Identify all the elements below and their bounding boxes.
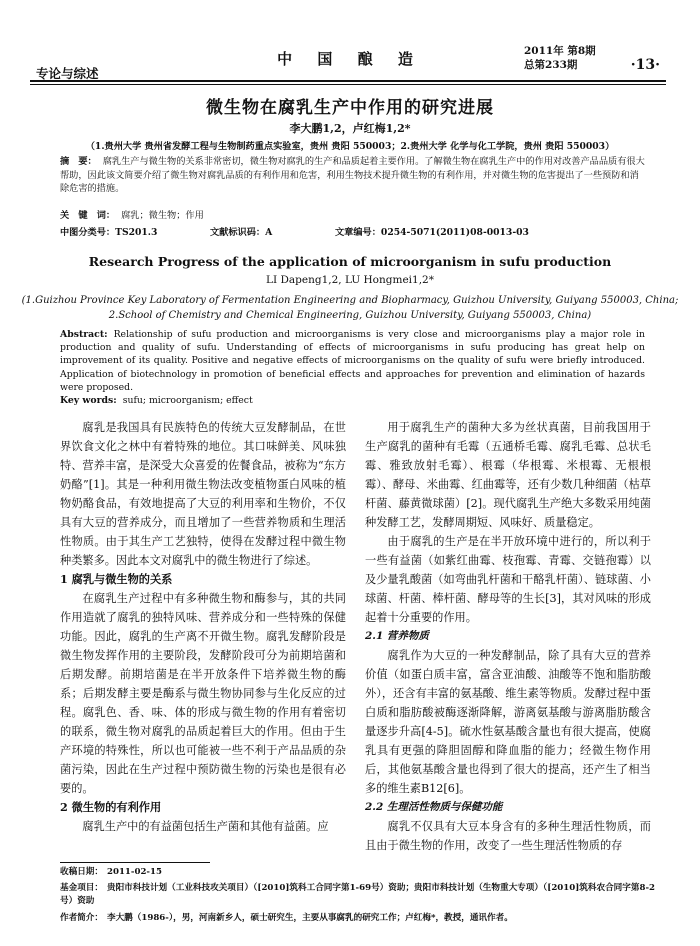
footnote-received — [60, 866, 660, 879]
footnote-label: 基金项目： — [60, 883, 103, 893]
affiliation-en — [0, 293, 700, 323]
authors-cn: 李大鹏1,2，卢红梅1,2* — [289, 122, 411, 135]
section-heading: 1 腐乳与微生物的关系 — [60, 572, 173, 586]
footnote-text: 贵阳市科技计划（工业科技攻关项目）（[2010]筑科工合同字第1-69号）资助；贵阳市科技计划（生物重大专项）（[2010]筑科农合同字第8-2号）资助 — [60, 883, 655, 906]
footnote-author — [60, 912, 660, 925]
affiliation-cn: （1.贵州大学 贵州省发酵工程与生物制药重点实验室，贵州 贵阳 550003；2.贵州大学 化学与化工学院，贵州 贵阳 550003） — [85, 141, 615, 152]
keywords-cn-label: 关 键 词： — [60, 210, 116, 221]
abstract-cn-label: 摘 要： — [60, 156, 97, 167]
body-paragraph: 在腐乳生产过程中有多种微生物和酶参与，其的共同作用造就了腐乳的独特风味、营养成分和一些特殊的保健功能。因此，腐乳的生产离不开微生物。腐乳发酵阶段是微生物发挥作用的主要阶段，发酵阶段可分为前期培菌和后期发酵。前期培菌是在半开放条件下培养微生物的酶系；后期发酵主要是酶系与微生物协同参与生化反应的过程。腐乳色、香、味、体的形成与微生物的作用有着密切的联系，微生物对腐乳的品质起着巨大的作用。但由于生产环境的特殊性，所以也可能被一些不利于产品品质的杂菌污染，因此在生产过程中预防微生物的污染也是很有必要的。 — [60, 592, 346, 795]
abstract-en-text: Relationship of sufu production and microorganisms is very close and microorganisms play a major role in production and quality of sufu. Understanding of effects of microorganisms in sufu producing has great help on improvement of its quality. Positive and negative effects of microorganisms on the quality of sufu were briefly introduced. Application of biotechnology in promotion of beneficial effects and approaches for prevention and elimination of hazards were proposed. — [60, 329, 645, 393]
affiliation-en-line: (1.Guizhou Province Key Laboratory of Fermentation Engineering and Biopharmacy, Guizhou University, Guiyang 550003, China; — [21, 295, 679, 306]
body-paragraph: 腐乳作为大豆的一种发酵制品，除了具有大豆的营养价值（如蛋白质丰富，富含亚油酸、油酸等不饱和脂肪酸外），还含有丰富的氨基酸、维生素等物质。发酵过程中蛋白质和脂肪酸被酶逐渐降解，游离氨基酸与游离脂肪酸含量逐步升高[4-5]。硫水性氨基酸含量也有很大提高，使腐乳具有更强的降胆固醇和降血脂的能力；经微生物作用后，其他氨基酸含量也得到了很大的提高，还产生了相当多的维生素B12[6]。 — [365, 649, 651, 795]
header-rule — [30, 80, 666, 82]
body-paragraph: 腐乳生产中的有益菌包括生产菌和其他有益菌。应 — [82, 820, 329, 833]
header-rule-thin — [30, 84, 666, 85]
keywords-cn — [60, 209, 645, 223]
footnote-label: 收稿日期： — [60, 867, 103, 877]
affiliation-en-line: 2.School of Chemistry and Chemical Engineering, Guizhou University, Guiyang 550003, China) — [108, 310, 592, 321]
body-paragraph: 由于腐乳的生产是在半开放环境中进行的，所以利于一些有益菌（如紫红曲霉、枝孢霉、青霉、交链孢霉）以及少量乳酸菌（如弯曲乳杆菌和干酪乳杆菌）、链球菌、小球菌、杆菌、棒杆菌、酵母等的生长[3]，其对风味的形成起着十分重要的作用。 — [365, 535, 651, 624]
article-title-cn: 微生物在腐乳生产中作用的研究进展 — [206, 98, 494, 118]
issue-total: 总第233期 — [524, 59, 578, 71]
issue-year: 2011年 第8期 — [524, 45, 596, 57]
abstract-cn — [60, 155, 645, 196]
abstract-en-label: Abstract: — [60, 329, 108, 340]
body-paragraph: 用于腐乳生产的菌种大多为丝状真菌，目前我国用于生产腐乳的菌种有毛霉（五通桥毛霉、腐乳毛霉、总状毛霉、雅致放射毛霉）、根霉（华根霉、米根霉、无根根霉）、酵母、米曲霉、红曲霉等，还有少数几种细菌（枯草杆菌、藤黄微球菌）[2]。现代腐乳生产绝大多数采用纯菌种发酵工艺，发酵周期短、风味好、质量稳定。 — [365, 421, 651, 529]
body-paragraph: 腐乳是我国具有民族特色的传统大豆发酵制品，在世界饮食文化之林中有着特殊的地位。其口味鲜美、风味独特、营养丰富，是深受大众喜爱的佐餐食品，被称为“东方奶酪”[1]。其是一种利用微生物法改变植物蛋白风味的植物奶酪食品，有效地提高了大豆的利用率和生物价，不仅具有大豆的营养成分，而且增加了一些营养物质和生理活性物质。由于其生产工艺独特，使得在发酵过程中微生物种类繁多。因此本文对腐乳中的微生物进行了综述。 — [60, 421, 346, 567]
footnote-rule — [60, 862, 210, 863]
section-heading: 2 微生物的有利作用 — [60, 800, 162, 814]
footnote-text: 李大鹏（1986-），男，河南新乡人，硕士研究生，主要从事腐乳的研究工作；卢红梅*，教授，通讯作者。 — [106, 913, 513, 923]
abstract-cn-text: 腐乳生产与微生物的关系非常密切，微生物对腐乳的生产和品质起着主要作用。了解微生物在腐乳生产中的作用对改善产品品质有很大帮助，因此该文简要介绍了微生物对腐乳品质的有利作用和危害，利用生物技术提升微生物的有利作用，并对微生物的危害提出了一些预防和消除危害的措施。 — [60, 156, 645, 194]
body-column-left — [60, 418, 346, 836]
footnote-funding — [60, 882, 660, 908]
document-code: 文献标识码：A — [210, 227, 273, 238]
footnote-label: 作者简介： — [60, 913, 103, 923]
keywords-en-label: Key words: — [60, 395, 117, 406]
body-column-right — [365, 418, 651, 855]
journal-name: 中 国 酿 造 — [277, 50, 423, 68]
subsection-heading: 2.2 生理活性物质与保健功能 — [365, 801, 503, 813]
subsection-heading: 2.1 营养物质 — [365, 630, 429, 642]
keywords-en-text: sufu; microorganism; effect — [122, 395, 253, 406]
page-number: ·13· — [630, 57, 660, 73]
issue-info — [510, 44, 660, 72]
clc-number: 中图分类号：TS201.3 — [60, 227, 158, 238]
article-title-en: Research Progress of the application of microorganism in sufu production — [88, 254, 612, 269]
footnote-text: 2011-02-15 — [106, 867, 162, 877]
keywords-en — [60, 394, 645, 408]
keywords-cn-text: 腐乳；微生物；作用 — [121, 210, 204, 221]
authors-en: LI Dapeng1,2, LU Hongmei1,2* — [266, 274, 434, 286]
body-paragraph: 腐乳不仅具有大豆本身含有的多种生理活性物质，而且由于微生物的作用，改变了一些生理活性物质的存 — [365, 820, 651, 852]
article-number: 文章编号：0254-5071(2011)08-0013-03 — [335, 227, 529, 238]
section-label: 专论与综述 — [36, 66, 99, 81]
abstract-en — [60, 328, 645, 394]
